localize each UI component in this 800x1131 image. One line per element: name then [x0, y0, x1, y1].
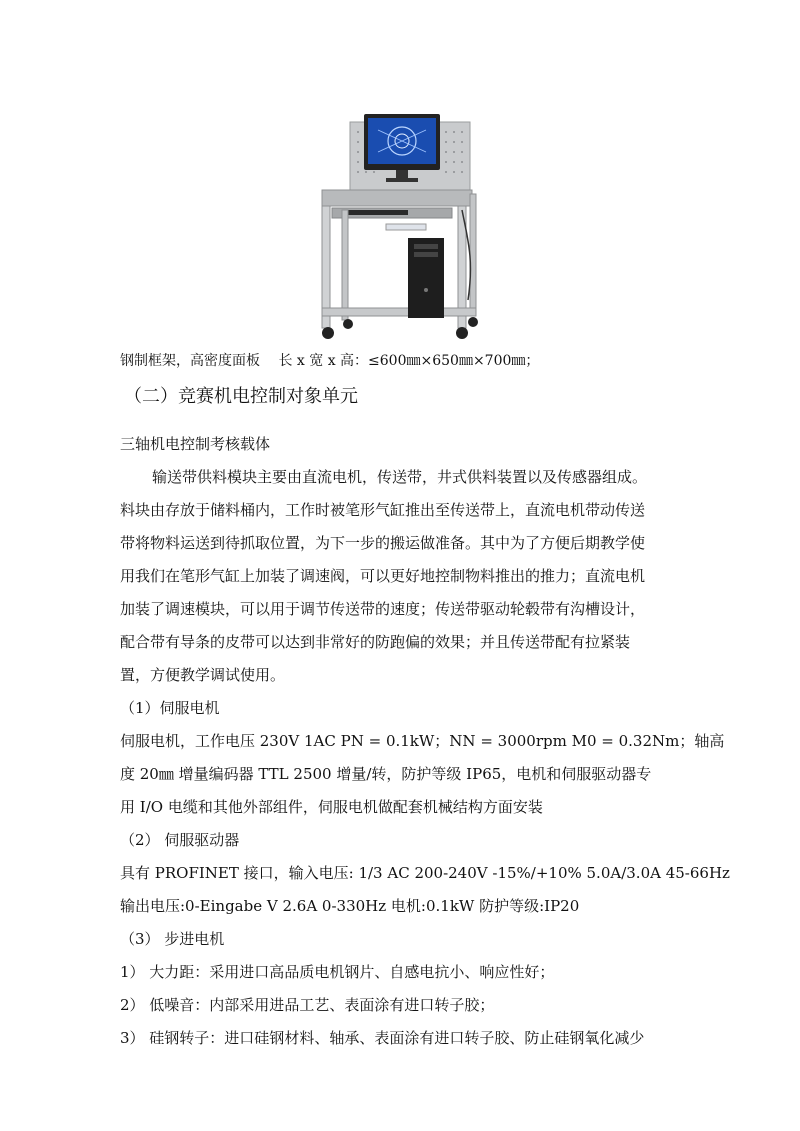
stepper-motor-title: （3） 步进电机 [120, 930, 225, 948]
paragraph-line: 带将物料运送到待抓取位置，为下一步的搬运做准备。其中为了方便后期教学使 [120, 534, 646, 552]
figure-caption: 钢制框架，高密度面板 长 x 宽 x 高：≤600㎜×650㎜×700㎜； [120, 353, 540, 369]
servo-driver-line: 具有 PROFINET 接口，输入电压: 1/3 AC 200-240V -15%/+10% 5.0A/3.0A 45-66Hz [120, 864, 730, 882]
paragraph-line: 输送带供料模块主要由直流电机，传送带，井式供料装置以及传感器组成。 [152, 468, 648, 486]
paragraph-line: 置，方便教学调试使用。 [120, 666, 286, 684]
servo-motor-title: （1）伺服电机 [120, 699, 220, 717]
section-heading: （二）竞赛机电控制对象单元 [124, 386, 358, 407]
paragraph-line: 料块由存放于储料桶内，工作时被笔形气缸推出至传送带上，直流电机带动传送 [120, 501, 646, 519]
paragraph-line: 用我们在笔形气缸上加装了调速阀，可以更好地控制物料推出的推力；直流电机 [120, 567, 646, 585]
workstation-illustration [318, 110, 488, 342]
stepper-motor-line: 1） 大力距：采用进口高品质电机钢片、自感电抗小、响应性好； [120, 963, 555, 981]
servo-motor-line: 度 20㎜ 增量编码器 TTL 2500 增量/转，防护等级 IP65，电机和伺服驱动器专 [120, 765, 652, 783]
servo-driver-title: （2） 伺服驱动器 [120, 831, 240, 849]
pc-tower [408, 238, 444, 318]
stepper-motor-line: 3） 硅钢转子：进口硅钢材料、轴承、表面涂有进口转子胶、防止硅钢氧化减少 [120, 1029, 645, 1047]
paragraph-line: 配合带有导条的皮带可以达到非常好的防跑偏的效果；并且传送带配有拉紧装 [120, 633, 631, 651]
paragraph-line: 加装了调速模块，可以用于调节传送带的速度；传送带驱动轮毂带有沟槽设计， [120, 600, 646, 618]
stepper-motor-line: 2） 低噪音：内部采用进品工艺、表面涂有进口转子胶； [120, 996, 495, 1014]
servo-motor-line: 伺服电机，工作电压 230V 1AC PN = 0.1kW；NN = 3000rpm M0 = 0.32Nm；轴高 [120, 732, 725, 750]
servo-driver-line: 输出电压:0-Eingabe V 2.6A 0-330Hz 电机:0.1kW 防护等级:IP20 [120, 897, 580, 915]
servo-motor-line: 用 I/O 电缆和其他外部组件，伺服电机做配套机械结构方面安装 [120, 798, 543, 816]
section-subheading: 三轴机电控制考核载体 [120, 435, 271, 453]
workstation-photo [318, 110, 488, 342]
